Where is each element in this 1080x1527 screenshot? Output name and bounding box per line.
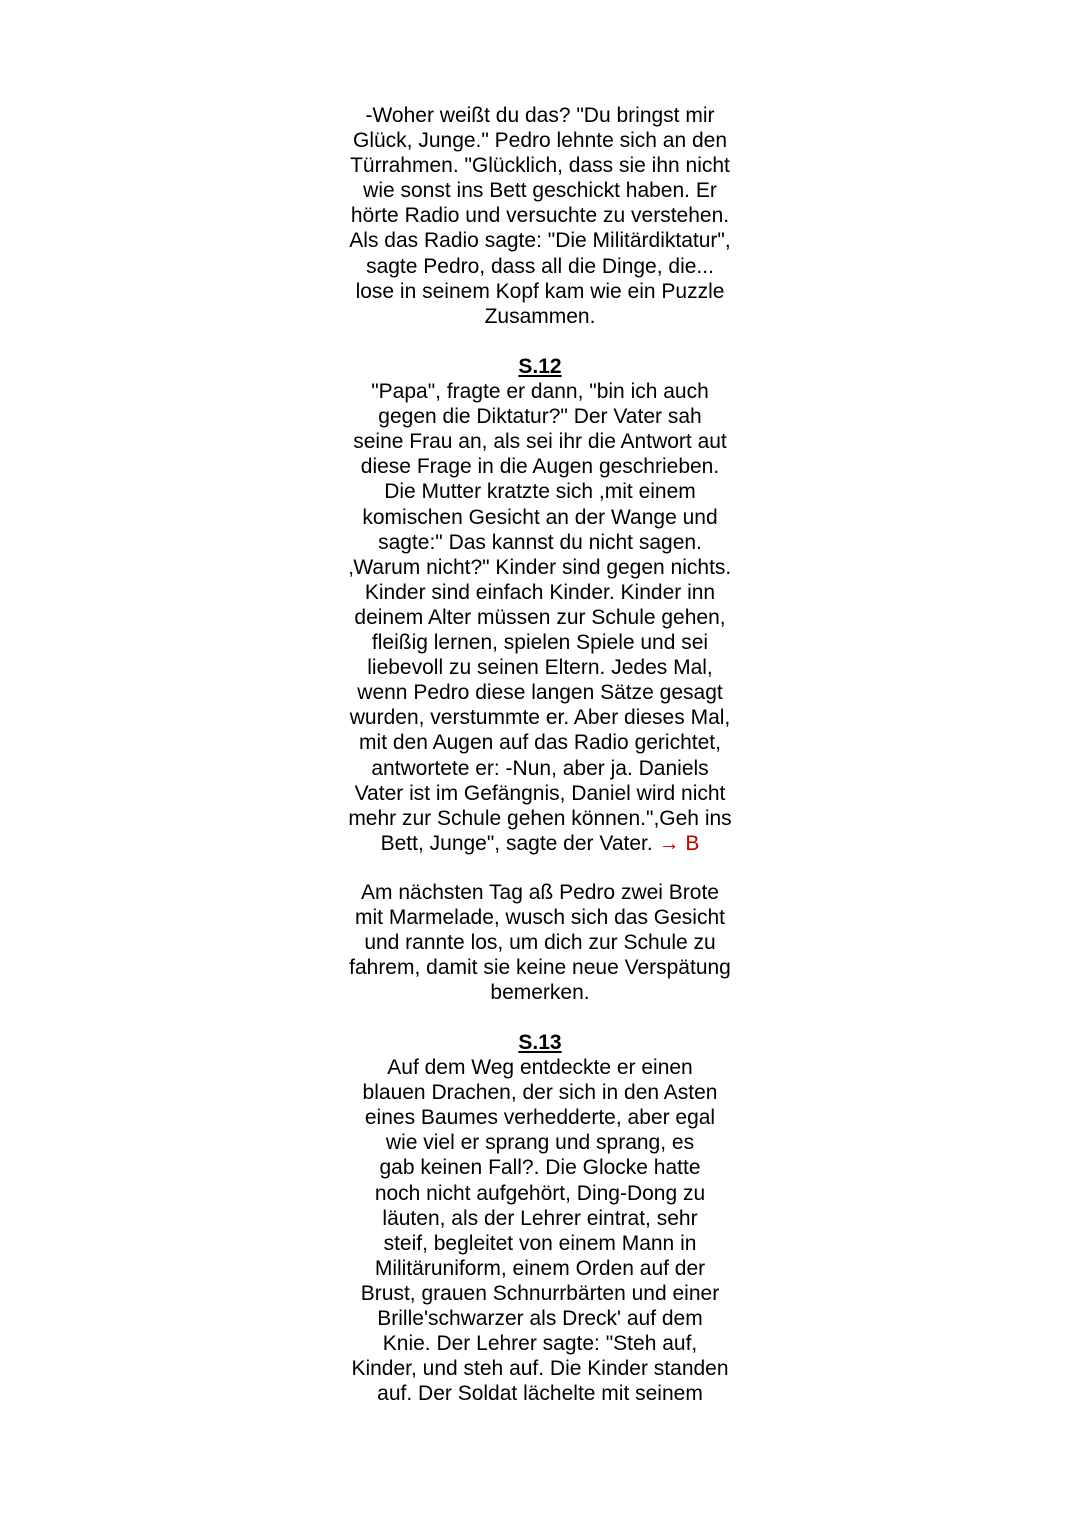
text-line: antwortete er: -Nun, aber ja. Daniels [371, 756, 709, 780]
text-line: wie viel er sprang und sprang, es [385, 1131, 695, 1155]
text-line: mit Marmelade, wusch sich das Gesicht [355, 906, 725, 930]
text-line: Die Mutter kratzte sich ,mit einem [384, 480, 696, 504]
text-line: sagte Pedro, dass all die Dinge, die... [366, 254, 714, 278]
text-line: hörte Radio und versuchte zu verstehen. [350, 204, 730, 228]
text-line: sagte:" Das kannst du nicht sagen. [378, 530, 702, 554]
text-line: Knie. Der Lehrer sagte: "Steh auf, [382, 1332, 698, 1356]
text-line: läuten, als der Lehrer eintrat, sehr [382, 1206, 698, 1230]
text-line: Auf dem Weg entdeckte er einen [387, 1056, 693, 1080]
text-line: Als das Radio sagte: "Die Militärdiktatur", [349, 229, 731, 253]
text-line: komischen Gesicht an der Wange und [362, 505, 718, 529]
text-line: bemerken. [490, 981, 590, 1005]
text-line: ‚Warum nicht?" Kinder sind gegen nichts. [348, 555, 732, 579]
text-line: mit den Augen auf das Radio gerichtet, [359, 731, 721, 755]
text-line: -Woher weißt du das? "Du bringst mir [365, 104, 715, 127]
text-line: fahrem, damit sie keine neue Verspätung [349, 956, 731, 980]
text-line: eines Baumes verhedderte, aber egal [364, 1106, 716, 1130]
section-12 [290, 354, 790, 856]
text-line: und rannte los, um dich zur Schule zu [364, 931, 716, 955]
text-line: "Papa", fragte er dann, "bin ich auch [371, 380, 709, 404]
text-line: liebevoll zu seinen Eltern. Jedes Mal, [367, 656, 713, 680]
text-line: Glück, Junge." Pedro lehnte sich an den [352, 129, 728, 153]
text-line: Kinder sind einfach Kinder. Kinder inn [364, 580, 716, 604]
paragraph-3 [290, 880, 790, 1005]
text-line: deinem Alter müssen zur Schule gehen, [354, 605, 726, 629]
paragraph-1 [290, 103, 790, 329]
text-line: lose in seinem Kopf kam wie ein Puzzle [355, 279, 725, 303]
section-heading-12: S.12 [518, 355, 562, 378]
text-line: Am nächsten Tag aß Pedro zwei Brote [361, 881, 719, 904]
text-line: wie sonst ins Bett geschickt haben. Er [363, 179, 717, 203]
text-line-end: Bett, Junge", sagte der Vater. [380, 831, 653, 855]
text-line: Brust, grauen Schnurrbärten und einer [360, 1281, 720, 1305]
section-heading-13: S.13 [518, 1031, 562, 1054]
text-line: noch nicht aufgehört, Ding-Dong zu [374, 1181, 706, 1205]
text-line: steif, begleitet von einem Mann in [383, 1231, 697, 1255]
text-line: Kinder, und steh auf. Die Kinder standen [351, 1357, 729, 1381]
text-line: Vater ist im Gefängnis, Daniel wird nicht [354, 781, 726, 805]
text-line: mehr zur Schule gehen können.",Geh ins [348, 806, 732, 830]
text-line: fleißig lernen, spielen Spiele und sei [371, 631, 709, 655]
text-line: blauen Drachen, der sich in den Asten [362, 1081, 718, 1105]
text-line: gab keinen Fall?. Die Glocke hatte [379, 1156, 701, 1180]
text-line: Brille'schwarzer als Dreck' auf dem [377, 1307, 703, 1331]
text-line: wenn Pedro diese langen Sätze gesagt [357, 681, 723, 705]
text-line-with-note [290, 831, 790, 856]
text-line: Türrahmen. "Glücklich, dass sie ihn nicht [350, 154, 730, 178]
text-line: diese Frage in die Augen geschrieben. [360, 455, 720, 479]
text-line: seine Frau an, als sei ihr die Antwort aut [353, 430, 727, 454]
section-13 [290, 1030, 790, 1406]
text-line: gegen die Diktatur?" Der Vater sah [378, 405, 702, 429]
text-line: auf. Der Soldat lächelte mit seinem [377, 1382, 703, 1406]
text-line: Zusammen. [484, 304, 596, 328]
text-line: wurden, verstummte er. Aber dieses Mal, [349, 706, 731, 730]
margin-note-arrow-b: → B [658, 831, 700, 855]
text-line: Militäruniform, einem Orden auf der [374, 1256, 706, 1280]
